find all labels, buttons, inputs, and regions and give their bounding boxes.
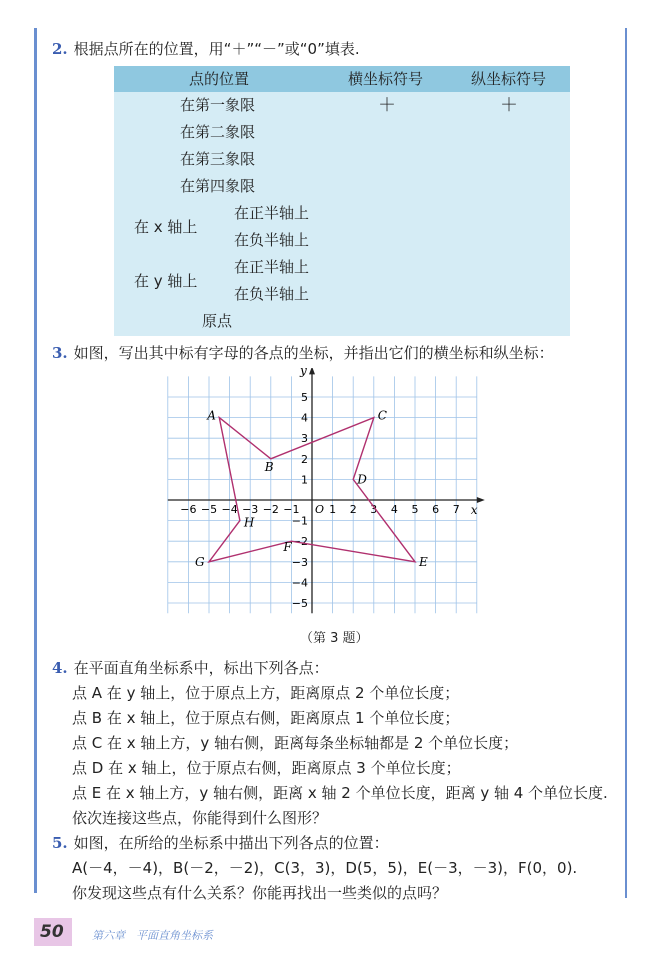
point-label-G: G [195,554,205,569]
x-axis-label: x [470,503,478,517]
row-label: 原点 [202,312,233,330]
group-label-y-axis: 在 y 轴上 [134,272,198,290]
left-margin-rule [34,28,37,893]
question-4-line: 点 E 在 x 轴上方，y 轴右侧，距离 x 轴 2 个单位长度，距离 y 轴 4 个单位长度. [72,784,608,802]
question-5-line: 你发现这些点有什么关系？你能再找出一些类似的点吗？ [72,884,448,902]
y-tick-label: −4 [291,576,308,590]
figure-caption: （第 3 题） [300,631,369,646]
y-tick-label: 3 [301,432,308,446]
question-3 [52,340,554,366]
x-tick-label: −3 [242,503,259,516]
y-axis-arrow [309,368,315,374]
point-label-B: B [264,459,274,474]
x-tick-label: −4 [221,503,238,516]
x-tick-label: 1 [329,503,337,516]
question-5 [52,830,389,856]
y-tick-label: −2 [291,535,308,549]
x-tick-label: 6 [432,503,440,516]
y-tick-label: −5 [291,597,308,610]
x-tick-label: −2 [262,503,279,516]
row-label: 在负半轴上 [234,285,310,303]
question-5-line: A(－4，－4)，B(－2，－2)，C(3，3)，D(5，5)，E(－3，－3)，F(0，0). [72,859,578,877]
table-row [114,281,570,308]
row-label: 在第二象限 [180,123,256,141]
row-label: 在负半轴上 [234,231,310,249]
y-tick-label: 4 [301,411,308,425]
point-label-F: F [283,540,292,555]
question-5-text: 如图，在所给的坐标系中描出下列各点的位置： [73,834,389,852]
table-body [114,92,570,336]
group-label-x-axis: 在 x 轴上 [134,218,198,236]
page-number: 50 [40,922,64,942]
question-5-number: 5. [52,834,68,852]
table-row [114,308,570,335]
question-4-line: 依次连接这些点，你能得到什么图形？ [72,809,328,827]
question-4-line: 点 C 在 x 轴上方，y 轴右侧，距离每条坐标轴都是 2 个单位长度； [72,734,519,752]
question-4-line: 点 D 在 x 轴上，位于原点右侧，距离原点 3 个单位长度； [72,759,461,777]
question-4-line: 点 B 在 x 轴上，位于原点右侧，距离原点 1 个单位长度； [72,709,460,727]
question-4-text: 在平面直角坐标系中，标出下列各点： [73,659,329,677]
point-label-D: D [357,472,367,487]
x-tick-label: −6 [180,503,197,516]
y-tick-label: 5 [301,391,308,404]
header-x-sign: 横坐标符号 [347,70,423,88]
row-label: 在第一象限 [180,96,256,114]
row-label: 在第四象限 [180,177,256,195]
question-3-text: 如图，写出其中标有字母的各点的坐标，并指出它们的横坐标和纵坐标： [73,344,554,362]
x-tick-label: 3 [370,503,378,516]
table-row [114,227,570,254]
question-4 [52,655,329,681]
x-tick-label: −5 [200,503,218,516]
sign-table [114,66,570,336]
table-row [114,146,570,173]
question-3-number: 3. [52,344,68,362]
y-tick-label: 2 [301,452,308,466]
origin-label: O [315,503,325,516]
coordinate-graph [140,368,510,618]
table-row [114,173,570,200]
row-label: 在正半轴上 [234,258,310,276]
x-axis-arrow [477,497,485,503]
question-2 [52,36,360,62]
row-label: 在第三象限 [180,150,256,168]
x-tick-label: 4 [390,503,398,516]
table-row [114,92,570,119]
point-label-A: A [207,408,216,423]
chapter-title: 第六章 平面直角坐标系 [92,929,213,942]
header-position: 点的位置 [188,70,249,88]
question-2-number: 2. [52,40,68,58]
point-label-C: C [377,408,387,423]
y-tick-label: −3 [291,555,308,569]
row-label: 在正半轴上 [234,204,310,222]
table-row [114,119,570,146]
x-tick-label: 5 [411,503,419,516]
header-y-sign: 纵坐标符号 [470,70,546,88]
y-tick-label: −1 [291,514,308,528]
x-tick-label: 7 [452,503,460,516]
y-tick-label: 1 [301,473,308,487]
question-2-text: 根据点所在的位置，用“＋”“－”或“0”填表. [73,40,360,58]
x-tick-label: −1 [283,503,300,516]
x-tick-label: 2 [349,503,357,516]
question-4-number: 4. [52,659,68,677]
table-header [114,66,570,92]
point-label-E: E [419,554,428,569]
cell-y-sign: ＋ [500,95,518,116]
y-axis-label: y [300,368,307,378]
right-margin-rule [625,28,627,898]
question-4-line: 点 A 在 y 轴上，位于原点上方，距离原点 2 个单位长度； [72,684,460,702]
point-label-H: H [243,515,255,530]
cell-x-sign: ＋ [378,95,396,116]
